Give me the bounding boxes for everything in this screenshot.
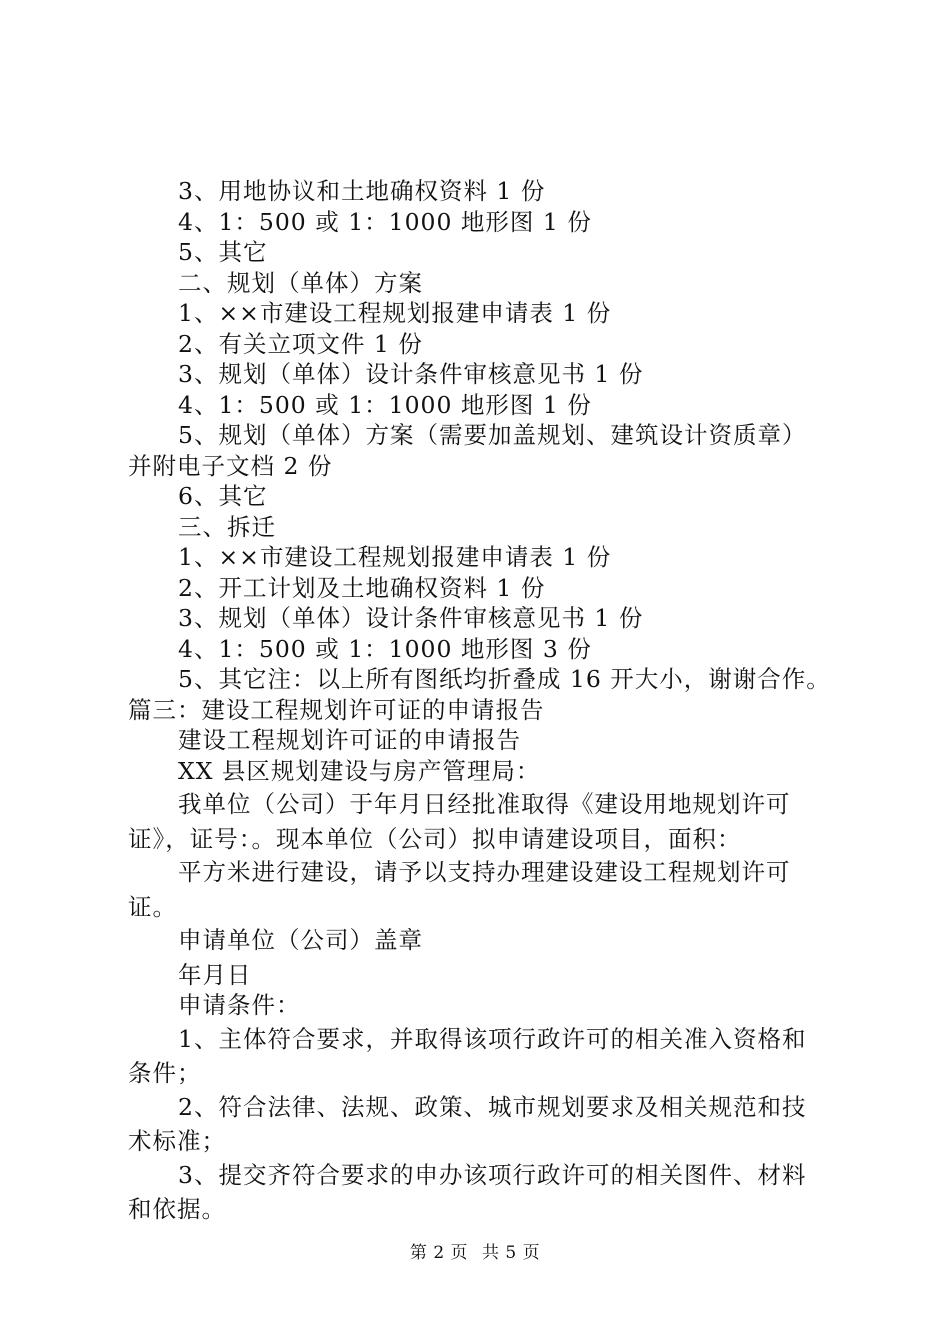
- text-line: 2、有关立项文件 1 份: [178, 329, 423, 358]
- text-line: 3、提交齐符合要求的申办该项行政许可的相关图件、材料: [178, 1160, 807, 1189]
- document-body: [0, 176, 950, 1225]
- text-line: 1、主体符合要求，并取得该项行政许可的相关准入资格和: [178, 1024, 807, 1053]
- text-line: 证》，证号：。现本单位（公司）拟申请建设项目，面积：: [128, 824, 742, 853]
- text-line: 2、符合法律、法规、政策、城市规划要求及相关规范和技: [178, 1092, 807, 1121]
- section-heading: 篇三：建设工程规划许可证的申请报告: [128, 695, 545, 724]
- text-line: 和依据。: [128, 1195, 226, 1223]
- text-line: 条件；: [128, 1059, 202, 1087]
- text-line: 2、开工计划及土地确权资料 1 份: [178, 573, 546, 602]
- signature-line: 申请单位（公司）盖章: [178, 926, 423, 954]
- text-line: 3、用地协议和土地确权资料 1 份: [178, 177, 546, 205]
- page-total: 共 5 页: [481, 1243, 541, 1263]
- text-line: 平方米进行建设，请予以支持办理建设建设工程规划许可: [178, 858, 791, 886]
- section-heading: 二、规划（单体）方案: [178, 268, 423, 297]
- text-line: 3、规划（单体）设计条件审核意见书 1 份: [178, 360, 644, 388]
- text-line: 5、规划（单体）方案（需要加盖规划、建筑设计资质章）: [178, 421, 807, 449]
- conditions-heading: 申请条件：: [178, 991, 301, 1019]
- text-line: 4、1：500 或 1：1000 地形图 1 份: [178, 207, 592, 236]
- text-line: 证。: [128, 892, 177, 921]
- date-line: 年月日: [178, 960, 252, 989]
- text-line: 1、××市建设工程规划报建申请表 1 份: [178, 299, 612, 327]
- page-footer: [0, 1242, 950, 1264]
- text-line: 3、规划（单体）设计条件审核意见书 1 份: [178, 604, 644, 632]
- text-line: 5、其它: [178, 238, 268, 266]
- text-line: 4、1：500 或 1：1000 地形图 3 份: [178, 634, 592, 663]
- report-title: 建设工程规划许可证的申请报告: [178, 726, 521, 754]
- text-line: 1、××市建设工程规划报建申请表 1 份: [178, 543, 612, 571]
- text-line: 并附电子文档 2 份: [128, 451, 333, 480]
- section-heading: 三、拆迁: [178, 512, 276, 541]
- text-line: 4、1：500 或 1：1000 地形图 1 份: [178, 390, 592, 419]
- text-line: 5、其它注：以上所有图纸均折叠成 16 开大小，谢谢合作。: [178, 665, 831, 693]
- text-line: 我单位（公司）于年月日经批准取得《建设用地规划许可: [178, 790, 791, 818]
- text-line: 术标准；: [128, 1127, 226, 1155]
- addressee: XX 县区规划建设与房产管理局：: [178, 756, 541, 785]
- page-number: 第 2 页: [409, 1243, 469, 1263]
- text-line: 6、其它: [178, 482, 268, 510]
